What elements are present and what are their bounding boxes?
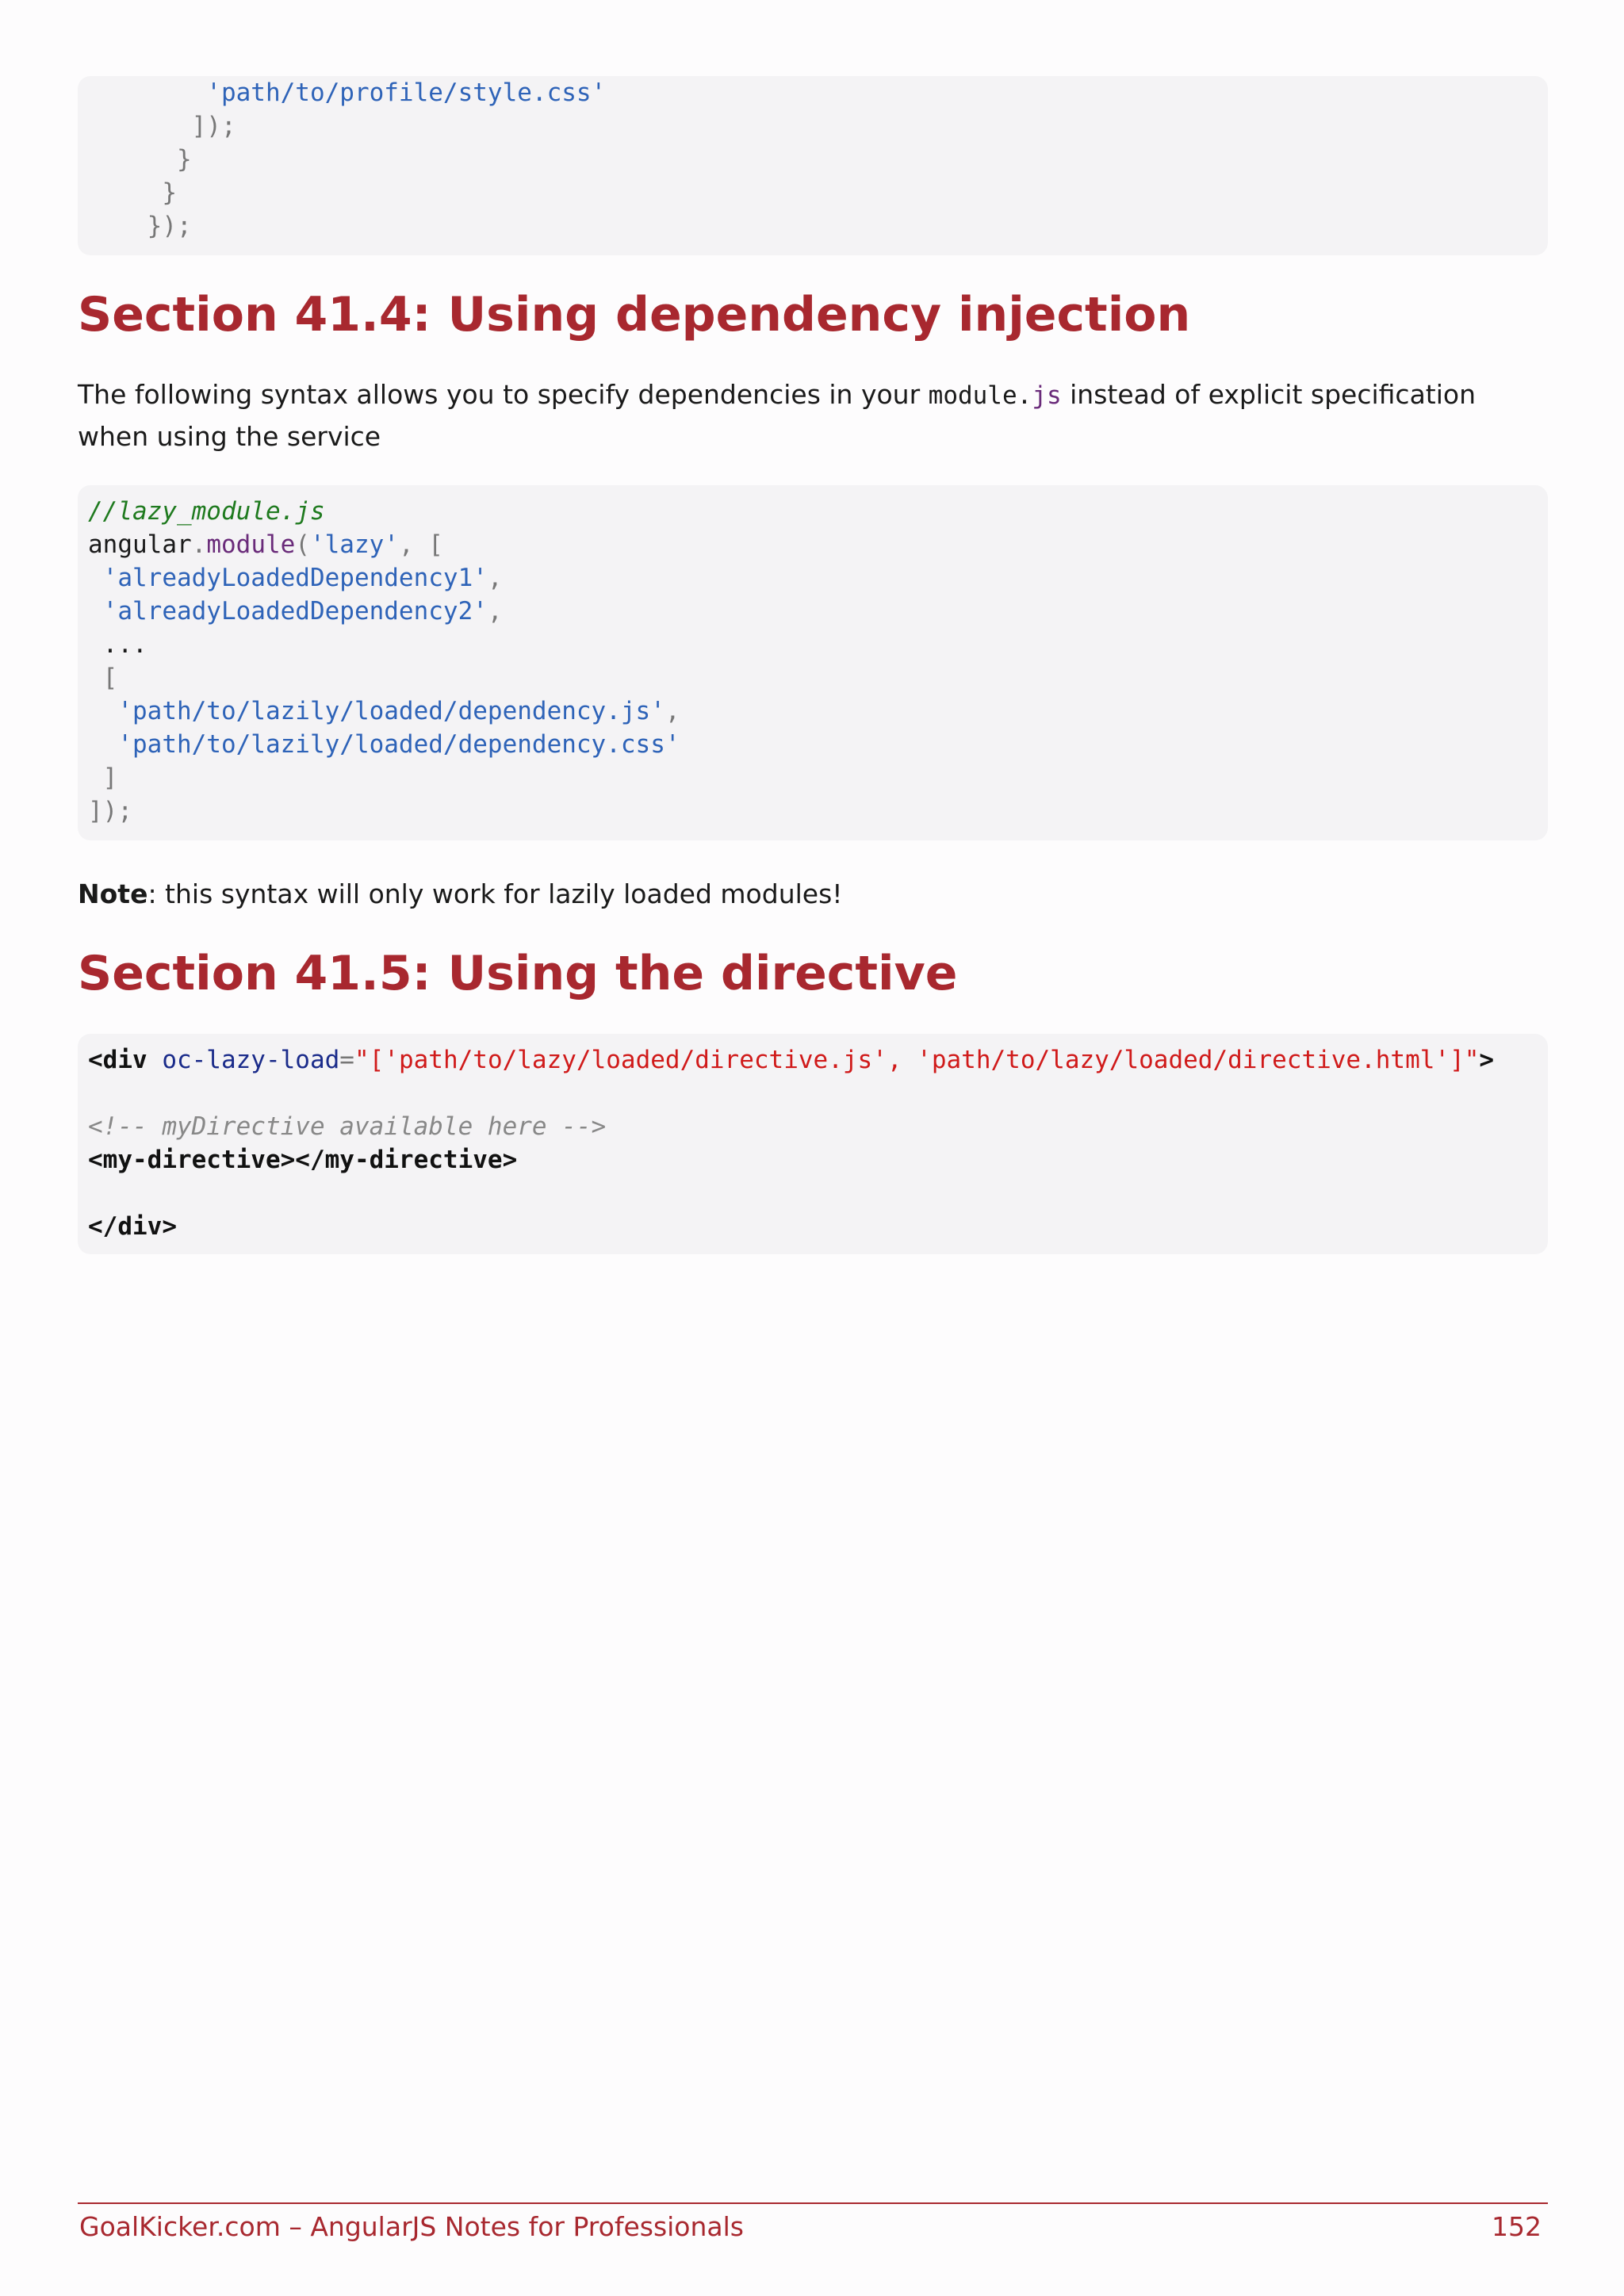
section-paragraph: [78, 374, 1553, 457]
code-tag: <div: [88, 1046, 147, 1074]
note-paragraph: [78, 874, 1553, 915]
code-line: 'path/to/lazily/loaded/dependency.css': [88, 730, 680, 759]
code-line: }: [88, 145, 192, 174]
code-block-directive: [78, 1034, 1548, 1254]
paragraph-text: The following syntax allows you to specify dependencies in your: [78, 379, 929, 410]
code-block-lazy-module: [78, 485, 1548, 840]
code-attribute: oc-lazy-load: [147, 1046, 340, 1074]
section-heading: Section 41.5: Using the directive: [78, 946, 958, 1001]
code-string: 'lazy': [309, 530, 399, 559]
code-block-continuation: [78, 76, 1548, 255]
code-punctuation: =: [339, 1046, 354, 1074]
code-string: 'path/to/lazily/loaded/dependency.js': [88, 697, 665, 725]
code-line: [88, 495, 325, 528]
code-string: 'alreadyLoadedDependency1': [88, 564, 488, 592]
code-line: [: [88, 664, 118, 692]
code-punctuation: , [: [398, 530, 443, 559]
code-identifier: angular: [88, 530, 192, 559]
code-line: [88, 695, 680, 728]
code-line: ...: [88, 630, 147, 659]
code-line: [88, 595, 503, 628]
code-line: </div>: [88, 1212, 177, 1241]
code-line: ]: [88, 763, 118, 792]
code-line: }: [88, 178, 177, 207]
note-label: Note: [78, 878, 148, 909]
inline-code: [929, 381, 1062, 410]
code-line: ]);: [88, 797, 132, 825]
footer-title: GoalKicker.com – AngularJS Notes for Professionals: [79, 2211, 744, 2242]
paragraph-text: instead of explicit specification when using the service: [78, 379, 1477, 452]
code-line: <my-directive></my-directive>: [88, 1146, 518, 1174]
code-punctuation: ,: [665, 697, 680, 725]
code-string: 'alreadyLoadedDependency2': [88, 597, 488, 626]
code-tag: >: [1479, 1046, 1495, 1074]
note-text: : this syntax will only work for lazily loaded modules!: [147, 878, 843, 909]
page-number: 152: [1492, 2211, 1542, 2242]
code-punctuation: ,: [487, 564, 503, 592]
inline-code-base: module.: [928, 381, 1032, 410]
code-line: 'path/to/profile/style.css': [88, 78, 607, 107]
code-line: [88, 1043, 1494, 1077]
code-line: [88, 528, 443, 561]
code-punctuation: ,: [487, 597, 503, 626]
code-line: });: [88, 212, 192, 240]
code-line: ]);: [88, 112, 236, 140]
code-comment: //lazy_module.js: [88, 497, 325, 526]
code-line: <!-- myDirective available here -->: [88, 1112, 607, 1141]
code-attribute-value: "['path/to/lazy/loaded/directive.js', 'path/to/lazy/loaded/directive.html']": [354, 1046, 1480, 1074]
section-heading: Section 41.4: Using dependency injection: [78, 287, 1191, 342]
code-punctuation: (: [295, 530, 310, 559]
code-function: module: [206, 530, 296, 559]
footer-divider: [78, 2202, 1548, 2204]
inline-code-ext: js: [1032, 381, 1062, 410]
code-line: [88, 561, 503, 595]
code-punctuation: .: [191, 530, 207, 559]
